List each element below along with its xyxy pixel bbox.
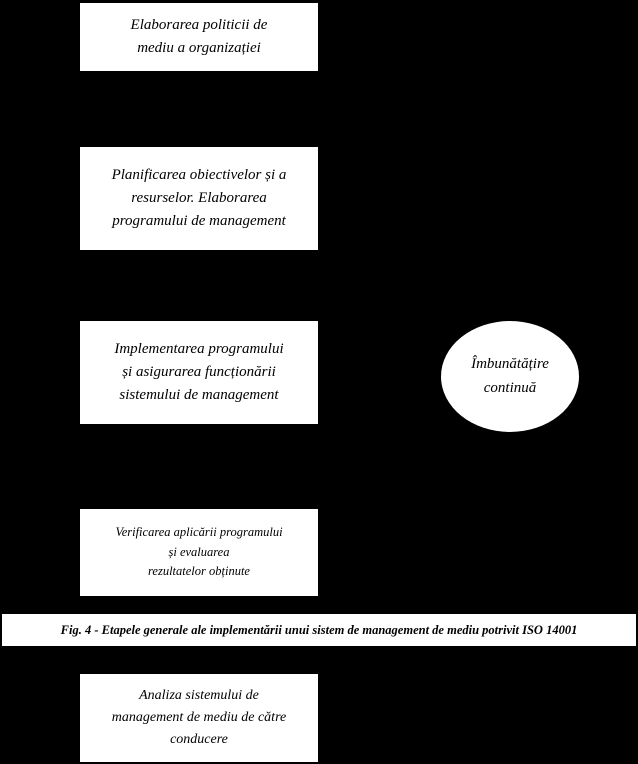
node-continuous-improvement-line-2: continuă	[483, 379, 537, 396]
node-management-review-line-3: conducere	[170, 731, 228, 747]
node-planning-line-2: resurselor. Elaborarea	[131, 189, 267, 206]
node-policy-line-1: Elaborarea politicii de	[130, 16, 268, 33]
node-planning-line-3: programului de management	[112, 213, 286, 230]
node-management-review-line-1: Analiza sistemului de	[139, 688, 259, 704]
node-verification-line-1: Verificarea aplicării programului	[115, 525, 283, 540]
node-implementation-line-1: Implementarea programului	[114, 340, 284, 357]
node-implementation	[79, 320, 319, 425]
node-verification	[79, 508, 319, 597]
node-planning	[79, 146, 319, 251]
node-policy	[79, 2, 319, 72]
node-planning-line-1: Planificarea obiectivelor și a	[111, 166, 287, 183]
node-implementation-line-3: sistemului de management	[119, 387, 279, 404]
node-verification-line-3: rezultatelor obținute	[148, 564, 250, 579]
node-continuous-improvement	[440, 320, 580, 433]
node-management-review-line-2: management de mediu de către	[111, 710, 287, 726]
node-verification-line-2: și evaluarea	[168, 544, 230, 559]
node-implementation-line-2: și asigurarea funcționării	[122, 363, 276, 380]
node-policy-line-2: mediu a organizației	[137, 40, 261, 56]
node-continuous-improvement-line-1: Îmbunătățire	[471, 356, 549, 373]
figure-caption: Fig. 4 - Etapele generale ale implementării unui sistem de management de mediu potrivit ISO 14001	[1, 613, 637, 647]
node-management-review	[79, 673, 319, 763]
